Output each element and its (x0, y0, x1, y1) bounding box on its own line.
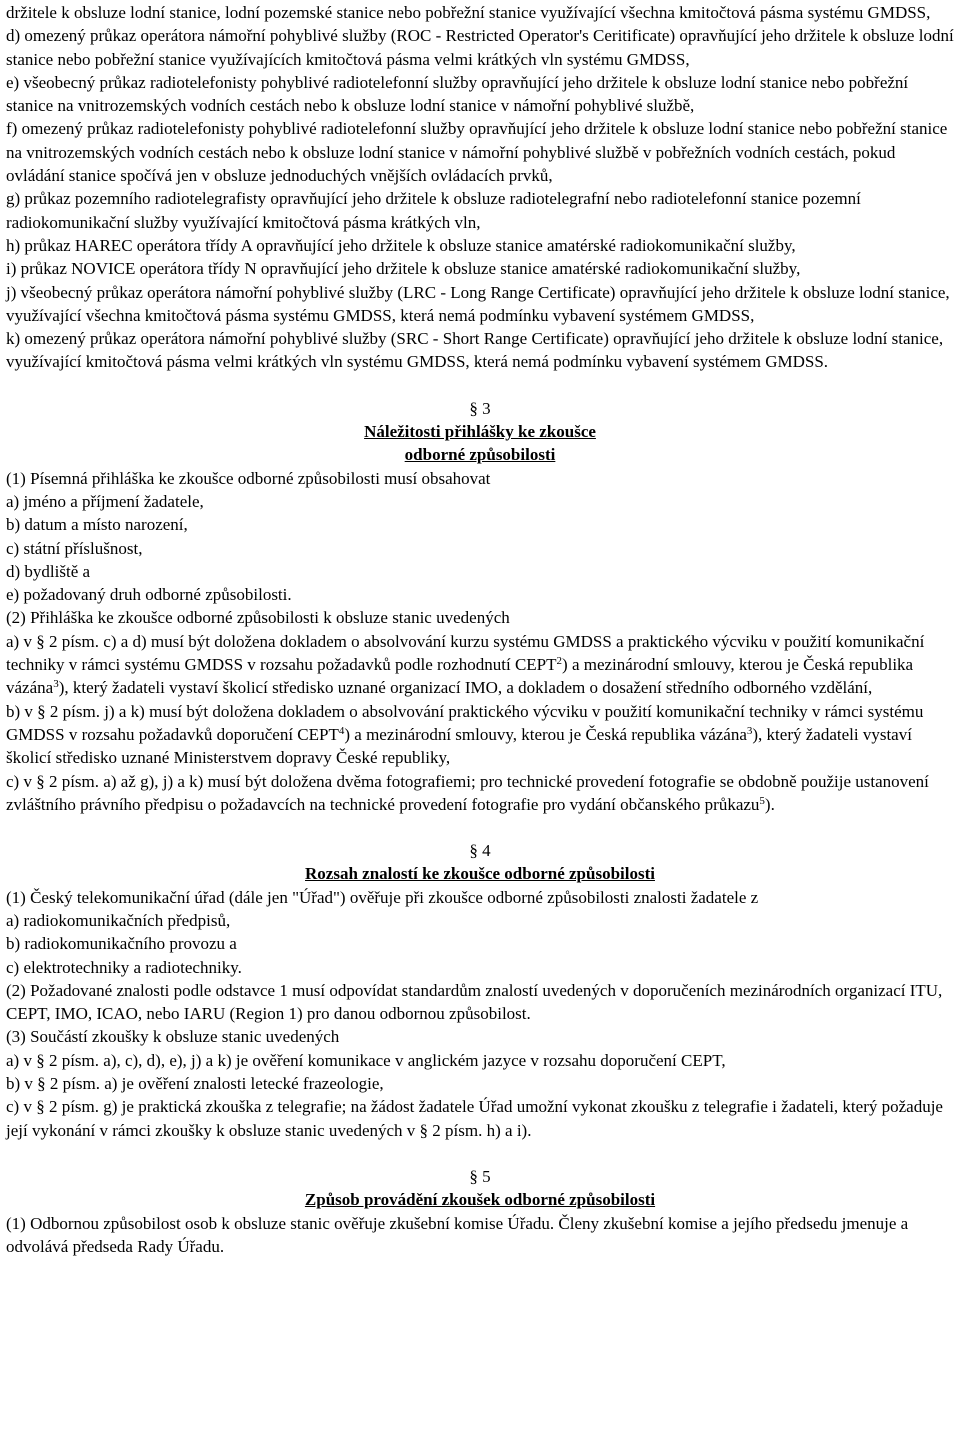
section-5-paragraph-1: (1) Odbornou způsobilost osob k obsluze stanic ověřuje zkušební komise Úřadu. Členy zkušební komise a jejího předsedu jmenuje a odvolává předseda Rady Úřadu. (6, 1213, 909, 1256)
section-5-number: § 5 (469, 1166, 491, 1186)
text-run: ), který žadateli vystaví školicí středisko uznané organizací IMO, a dokladem o dosažení středního odborného vzdělání, (58, 678, 873, 698)
section-3-paragraph-2-item-c (6, 770, 954, 817)
section-3 (6, 397, 954, 816)
footnote-ref: 5 (759, 794, 765, 807)
section-3-paragraph-2-item-b (6, 700, 954, 770)
section-4 (6, 839, 954, 1142)
text-run: b) v § 2 písm. j) a k) musí být doložena dokladem o absolvování praktického výcviku v použití komunikační techniky v rámci systému GMDSS v rozsahu požadavků doporučení CEPT (6, 701, 924, 744)
section-3-item-d: d) bydliště a (6, 561, 91, 581)
section-4-number: § 4 (469, 841, 491, 861)
section-3-item-b: b) datum a místo narození, (6, 515, 188, 535)
intro-item-g: g) průkaz pozemního radiotelegrafisty opravňující jeho držitele k obsluze radiotelegrafní nebo radiotelefonní stanice pozemní radiokomunikační služby využívající kmitočtová pásma krátkých vln, (6, 189, 861, 232)
footnote-ref: 3 (746, 724, 753, 737)
section-4-item-a: a) radiokomunikačních předpisů, (6, 910, 231, 930)
footnote-ref: 3 (53, 678, 59, 691)
footnote-ref: 2 (556, 655, 563, 668)
section-4-item-c: c) elektrotechniky a radiotechniky. (6, 957, 242, 977)
section-3-item-c: c) státní příslušnost, (6, 538, 143, 558)
intro-item-i: i) průkaz NOVICE operátora třídy N opravňující jeho držitele k obsluze stanice amatérské radiokomunikační služby, (6, 259, 801, 279)
section-3-paragraph-1: (1) Písemná přihláška ke zkoušce odborné způsobilosti musí obsahovat (6, 468, 491, 488)
text-run: c) v § 2 písm. a) až g), j) a k) musí být doložena dvěma fotografiemi; pro technické provedení fotografie se obdobně použije ustanovení zvláštního právního předpisu o požadavcích na technické provedení fotografie pro vydání občanského průkazu (6, 771, 929, 814)
section-4-paragraph-3: (3) Součástí zkoušky k obsluze stanic uvedených (6, 1027, 340, 1047)
section-3-title-line2: odborné způsobilosti (404, 445, 556, 465)
section-3-item-e: e) požadovaný druh odborné způsobilosti. (6, 585, 292, 605)
footnote-ref: 4 (338, 724, 345, 737)
section-3-title-line1: Náležitosti přihlášky ke zkoušce (364, 422, 596, 442)
section-3-number: § 3 (469, 398, 491, 418)
text-run: ) a mezinárodní smlouvy, kterou je Česká republika vázána (344, 724, 747, 744)
text-run: ). (764, 794, 775, 814)
intro-item-c-continuation: držitele k obsluze lodní stanice, lodní pozemské stanice nebo pobřežní stanice využívající všechna kmitočtová pásma systému GMDSS, (6, 3, 931, 22)
text-run: ), který žadateli vystaví školicí středisko uznané Ministerstvem dopravy České republiky, (6, 724, 912, 768)
spacer (6, 374, 954, 397)
intro-item-e: e) všeobecný průkaz radiotelefonisty pohyblivé radiotelefonní služby opravňující jeho držitele k obsluze lodní stanice nebo pobřežní stanice na vnitrozemských vodních cestách nebo k obsluze lodní stanice v námořní pohyblivé službě, (6, 72, 909, 116)
section-3-item-a: a) jméno a příjmení žadatele, (6, 491, 204, 511)
section-3-paragraph-2-item-a (6, 630, 954, 700)
text-run: ) a mezinárodní smlouvy, kterou je Česká republika vázána (6, 655, 914, 698)
section-5-title: Způsob provádění zkoušek odborné způsobilosti (304, 1190, 656, 1210)
intro-item-h: h) průkaz HAREC operátora třídy A opravňující jeho držitele k obsluze stanice amatérské radiokomunikační služby, (6, 235, 796, 255)
intro-item-k: k) omezený průkaz operátora námořní pohyblivé služby (SRC - Short Range Certificate) opravňující jeho držitele k obsluze lodní stanice, využívající kmitočtová pásma velmi krátkých vln systému GMDSS, která nemá podmínku vybavení systémem GMDSS. (6, 329, 944, 372)
text-run: a) v § 2 písm. c) a d) musí být doložena dokladem o absolvování kurzu systému GMDSS a praktického výcviku v použití komunikační techniky v rámci systému GMDSS v rozsahu požadavků podle rozhodnutí CEPT (6, 631, 925, 675)
section-3-paragraph-2: (2) Přihláška ke zkoušce odborné způsobilosti k obsluze stanic uvedených (6, 608, 510, 628)
intro-item-j: j) všeobecný průkaz operátora námořní pohyblivé služby (LRC - Long Range Certificate) opravňující jeho držitele k obsluze lodní stanice, využívající všechna kmitočtová pásma systému GMDSS, která nemá podmínku vybavení systémem GMDSS, (6, 282, 950, 325)
section-4-paragraph-3-item-b: b) v § 2 písm. a) je ověření znalosti letecké frazeologie, (6, 1074, 384, 1094)
intro-item-f: f) omezený průkaz radiotelefonisty pohyblivé radiotelefonní služby opravňující jeho držitele k obsluze lodní stanice nebo pobřežní stanice na vnitrozemských vodních cestách nebo k obsluze lodní stanice v námořní pohyblivé službě v pobřežních vodních cestách, pokud ovládání stanice spočívá jen v obsluze jednoduchých vnějších ovládacích prvků, (6, 119, 948, 186)
section-4-title: Rozsah znalostí ke zkoušce odborné způsobilosti (305, 864, 655, 884)
intro-item-d: d) omezený průkaz operátora námořní pohyblivé služby (ROC - Restricted Operator's Ceritificate) opravňující jeho držitele k obsluze lodní stanice nebo pobřežní stanice využívajících kmitočtová pásma velmi krátkých vln systému GMDSS, (6, 26, 954, 69)
section-4-item-b: b) radiokomunikačního provozu a (6, 934, 237, 954)
section-5 (6, 1165, 954, 1258)
section-4-paragraph-3-item-c: c) v § 2 písm. g) je praktická zkouška z telegrafie; na žádost žadatele Úřad umožní vykonat zkoušku z telegrafie i žadateli, který požaduje její vykonání v rámci zkoušky k obsluze stanic uvedených v § 2 písm. h) a i). (6, 1097, 943, 1140)
spacer (6, 1142, 954, 1165)
section-4-paragraph-3-item-a: a) v § 2 písm. a), c), d), e), j) a k) je ověření komunikace v anglickém jazyce v rozsahu doporučení CEPT, (6, 1050, 726, 1070)
section-4-paragraph-1: (1) Český telekomunikační úřad (dále jen "Úřad") ověřuje při zkoušce odborné způsobilosti znalosti žadatele z (6, 887, 759, 907)
spacer (6, 816, 954, 839)
document-page (6, 1, 954, 1258)
section-4-paragraph-2: (2) Požadované znalosti podle odstavce 1 musí odpovídat standardům znalostí uvedených v doporučeních mezinárodních organizací ITU, CEPT, IMO, ICAO, nebo IARU (Region 1) pro danou odbornou způsobilost. (6, 980, 943, 1024)
